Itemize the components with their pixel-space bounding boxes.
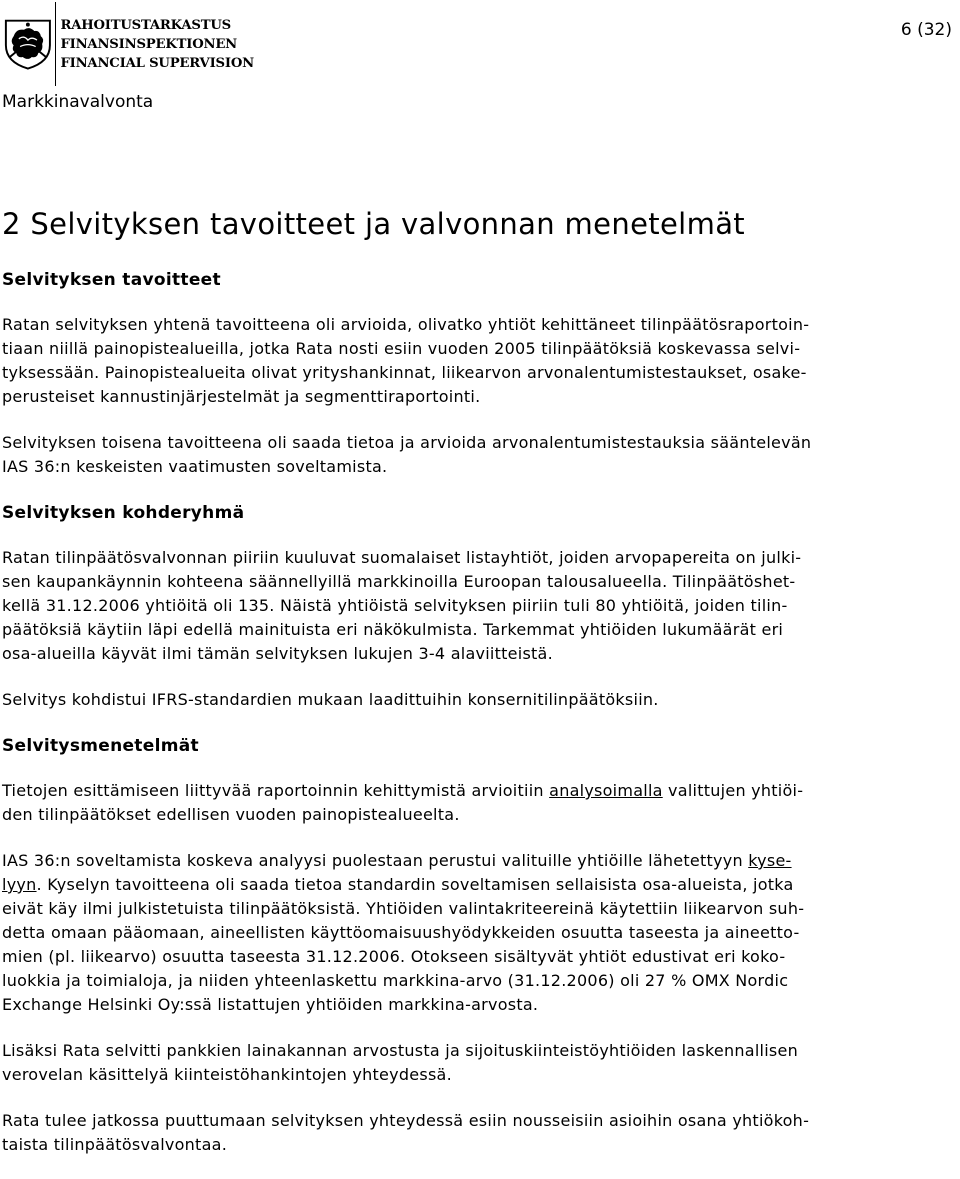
logo-line-3: FINANCIAL SUPERVISION <box>60 55 254 71</box>
paragraph-methods-3 <box>2 1039 954 1087</box>
text-line: mien (pl. liikearvo) osuutta taseesta 31.12.2006. Otokseen sisältyvät yhtiöt edustivat eri koko- <box>2 947 786 966</box>
text-line: taista tilinpäätösvalvontaa. <box>2 1135 228 1154</box>
text-line: tiaan niillä painopistealueilla, jotka Rata nosti esiin vuoden 2005 tilinpäätöksiä koskevassa selvi- <box>2 339 801 358</box>
text-line: IAS 36:n soveltamista koskeva analyysi puolestaan perustui valituille yhtiöille lähetettyyn <box>2 851 749 870</box>
text-line: IAS 36:n keskeisten vaatimusten soveltamista. <box>2 457 388 476</box>
section-heading-target-group: Selvityksen kohderyhmä <box>2 503 245 523</box>
department-label: Markkinavalvonta <box>2 92 154 112</box>
paragraph-goals-1 <box>2 313 954 409</box>
text-line: luokkia ja toimialoja, ja niiden yhteenlaskettu markkina-arvo (31.12.2006) oli 27 % OMX Nordic <box>2 971 789 990</box>
text-line: valittujen yhtiöi- <box>662 781 804 800</box>
section-heading-methods: Selvitysmenetelmät <box>2 736 199 756</box>
paragraph-target-group-2 <box>2 688 954 712</box>
text-line: päätöksiä käytiin läpi edellä mainituista eri näkökulmista. Tarkemmat yhtiöiden lukumäärät eri <box>2 620 784 639</box>
paragraph-goals-2 <box>2 431 954 479</box>
logo-wordmark <box>60 16 254 73</box>
text-line: . Kyselyn tavoitteena oli saada tietoa standardin soveltamisen sellaisista osa-alueista, jotka <box>36 875 794 894</box>
lion-seal-icon <box>2 2 54 86</box>
text-line: perusteiset kannustinjärjestelmät ja segmenttiraportointi. <box>2 387 481 406</box>
logo-line-2: FINANSINSPEKTIONEN <box>60 36 238 52</box>
underlined-term: lyyn <box>2 875 37 894</box>
text-line: den tilinpäätökset edellisen vuoden painopistealueelta. <box>2 805 460 824</box>
text-line: Lisäksi Rata selvitti pankkien lainakannan arvostusta ja sijoituskiinteistöyhtiöiden laskennallisen <box>2 1041 798 1060</box>
text-line: Exchange Helsinki Oy:ssä listattujen yhtiöiden markkina-arvosta. <box>2 995 539 1014</box>
text-line: Selvityksen toisena tavoitteena oli saada tietoa ja arvioida arvonalentumistestauksia sääntelevän <box>2 433 812 452</box>
text-line: osa-alueilla käyvät ilmi tämän selvityksen lukujen 3-4 alaviitteistä. <box>2 644 553 663</box>
paragraph-methods-1 <box>2 779 954 827</box>
logo <box>2 2 254 86</box>
paragraph-methods-4 <box>2 1109 954 1157</box>
underlined-term: kyse- <box>748 851 792 870</box>
logo-line-1: RAHOITUSTARKASTUS <box>60 17 231 33</box>
paragraph-methods-2 <box>2 849 954 1017</box>
text-line: detta omaan pääomaan, aineellisten käyttöomaisuushyödykkeiden osuutta taseesta ja aineetto- <box>2 923 800 942</box>
text-line: eivät käy ilmi julkistetuista tilinpäätöksistä. Yhtiöiden valintakriteereinä käytettiin liikearvon suh- <box>2 899 805 918</box>
chapter-title: 2 Selvityksen tavoitteet ja valvonnan menetelmät <box>2 207 746 241</box>
text-line: sen kaupankäynnin kohteena säännellyillä markkinoilla Euroopan talousalueella. Tilinpäätöshet- <box>2 572 796 591</box>
text-line: Ratan tilinpäätösvalvonnan piiriin kuuluvat suomalaiset listayhtiöt, joiden arvopapereita on julki- <box>2 548 802 567</box>
text-line: Selvitys kohdistui IFRS-standardien mukaan laadittuihin konsernitilinpäätöksiin. <box>2 690 659 709</box>
section-heading-goals: Selvityksen tavoitteet <box>2 270 221 290</box>
text-line: tyksessään. Painopistealueita olivat yrityshankinnat, liikearvon arvonalentumistestaukset, osake- <box>2 363 807 382</box>
logo-divider <box>55 2 56 86</box>
text-line: Ratan selvityksen yhtenä tavoitteena oli arvioida, olivatko yhtiöt kehittäneet tilinpäätösraportoin- <box>2 315 810 334</box>
underlined-term: analysoimalla <box>549 781 663 800</box>
text-line: Rata tulee jatkossa puuttumaan selvityksen yhteydessä esiin nousseisiin asioihin osana yhtiökoh- <box>2 1111 810 1130</box>
page-number: 6 (32) <box>900 20 952 40</box>
text-line: kellä 31.12.2006 yhtiöitä oli 135. Näistä yhtiöistä selvityksen piiriin tuli 80 yhtiöitä, joiden tilin- <box>2 596 788 615</box>
document-body <box>2 268 954 1179</box>
text-line: verovelan käsittelyä kiinteistöhankintojen yhteydessä. <box>2 1065 452 1084</box>
text-line: Tietojen esittämiseen liittyvää raportoinnin kehittymistä arvioitiin <box>2 781 550 800</box>
paragraph-target-group-1 <box>2 546 954 666</box>
